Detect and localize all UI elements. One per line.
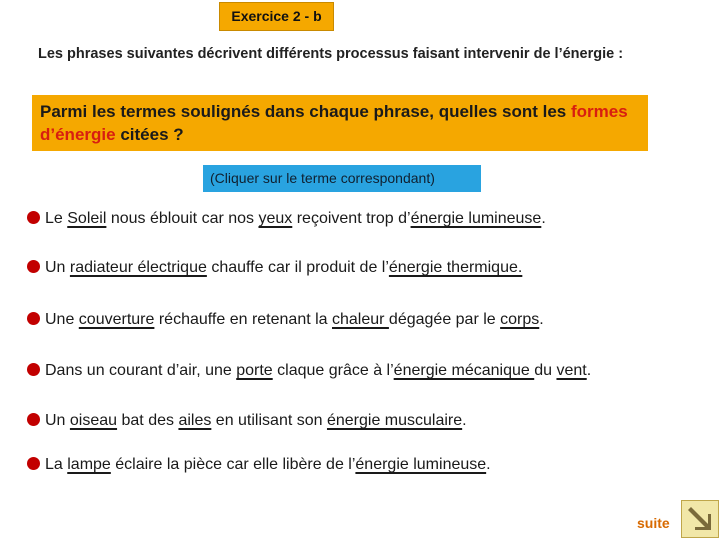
sentence-3-segment-3: réchauffe en retenant la — [154, 311, 332, 328]
question-box — [32, 95, 648, 151]
term-yeux[interactable]: yeux — [258, 210, 293, 227]
term-vent[interactable]: vent — [556, 362, 587, 379]
sentence-4-segment-5: du — [534, 362, 557, 379]
bullet-icon — [27, 211, 40, 224]
bullet-icon — [27, 260, 40, 273]
sentence-3 — [27, 309, 544, 331]
question-highlight: formes d’énergie — [40, 102, 628, 144]
sentence-6-segment-3: éclaire la pièce car elle libère de l’ — [110, 456, 356, 473]
term-couverture[interactable]: couverture — [78, 311, 155, 328]
hint-label: (Cliquer sur le terme correspondant) — [203, 165, 481, 192]
sentence-6-segment-5: . — [486, 456, 491, 473]
sentence-1-segment-7: . — [541, 210, 546, 227]
arrow-down-right-icon — [682, 501, 718, 537]
sentence-5-segment-7: . — [462, 412, 467, 429]
term-corps[interactable]: corps — [500, 311, 540, 328]
exercise-title: Exercice 2 - b — [219, 2, 334, 31]
sentence-6 — [27, 454, 491, 476]
sentence-4-segment-1: Dans un courant d’air, une — [45, 362, 237, 379]
sentence-3-segment-1: Une — [45, 311, 79, 328]
sentence-1-segment-5: reçoivent trop d’ — [292, 210, 411, 227]
next-button[interactable] — [681, 500, 719, 538]
term-energie-lumineuse[interactable]: énergie lumineuse — [410, 210, 542, 227]
term-energie-mecanique[interactable]: énergie mécanique — [393, 362, 535, 379]
sentence-6-segment-1: La — [45, 456, 68, 473]
bullet-icon — [27, 413, 40, 426]
sentence-4-segment-3: claque grâce à l’ — [272, 362, 394, 379]
sentence-4-segment-7: . — [586, 362, 592, 379]
term-chaleur[interactable]: chaleur — [332, 311, 389, 328]
sentence-5-segment-5: en utilisant son — [211, 412, 327, 429]
sentence-3-segment-7: . — [539, 311, 544, 328]
bullet-icon — [27, 457, 40, 470]
term-energie-musculaire[interactable]: énergie musculaire — [326, 412, 463, 429]
sentence-2 — [27, 257, 522, 279]
term-energie-thermique[interactable]: énergie thermique. — [388, 259, 523, 276]
term-energie-lumineuse-2[interactable]: énergie lumineuse — [355, 456, 487, 473]
term-soleil[interactable]: Soleil — [67, 210, 107, 227]
sentence-5-segment-1: Un — [45, 412, 70, 429]
intro-text: Les phrases suivantes décrivent différents processus faisant intervenir de l’énergie : — [38, 46, 624, 62]
sentence-2-segment-1: Un — [45, 259, 70, 276]
sentence-1-segment-1: Le — [45, 210, 68, 227]
term-ailes[interactable]: ailes — [178, 412, 212, 429]
sentence-1 — [27, 208, 546, 230]
term-porte[interactable]: porte — [236, 362, 273, 379]
question-text-part2: citées ? — [115, 125, 184, 144]
question-text-part1: Parmi les termes soulignés dans chaque phrase, quelles sont les — [40, 102, 571, 121]
term-radiateur-electrique[interactable]: radiateur électrique — [69, 259, 207, 276]
suite-link[interactable]: suite — [637, 515, 670, 531]
term-oiseau[interactable]: oiseau — [69, 412, 118, 429]
bullet-icon — [27, 363, 40, 376]
sentence-1-segment-3: nous éblouit car nos — [106, 210, 259, 227]
sentence-2-segment-3: chauffe car il produit de l’ — [206, 259, 389, 276]
sentence-5 — [27, 410, 467, 432]
bullet-icon — [27, 312, 40, 325]
sentence-5-segment-3: bat des — [117, 412, 179, 429]
sentence-3-segment-5: dégagée par le — [388, 311, 501, 328]
term-lampe[interactable]: lampe — [67, 456, 111, 473]
sentence-4 — [27, 360, 591, 382]
